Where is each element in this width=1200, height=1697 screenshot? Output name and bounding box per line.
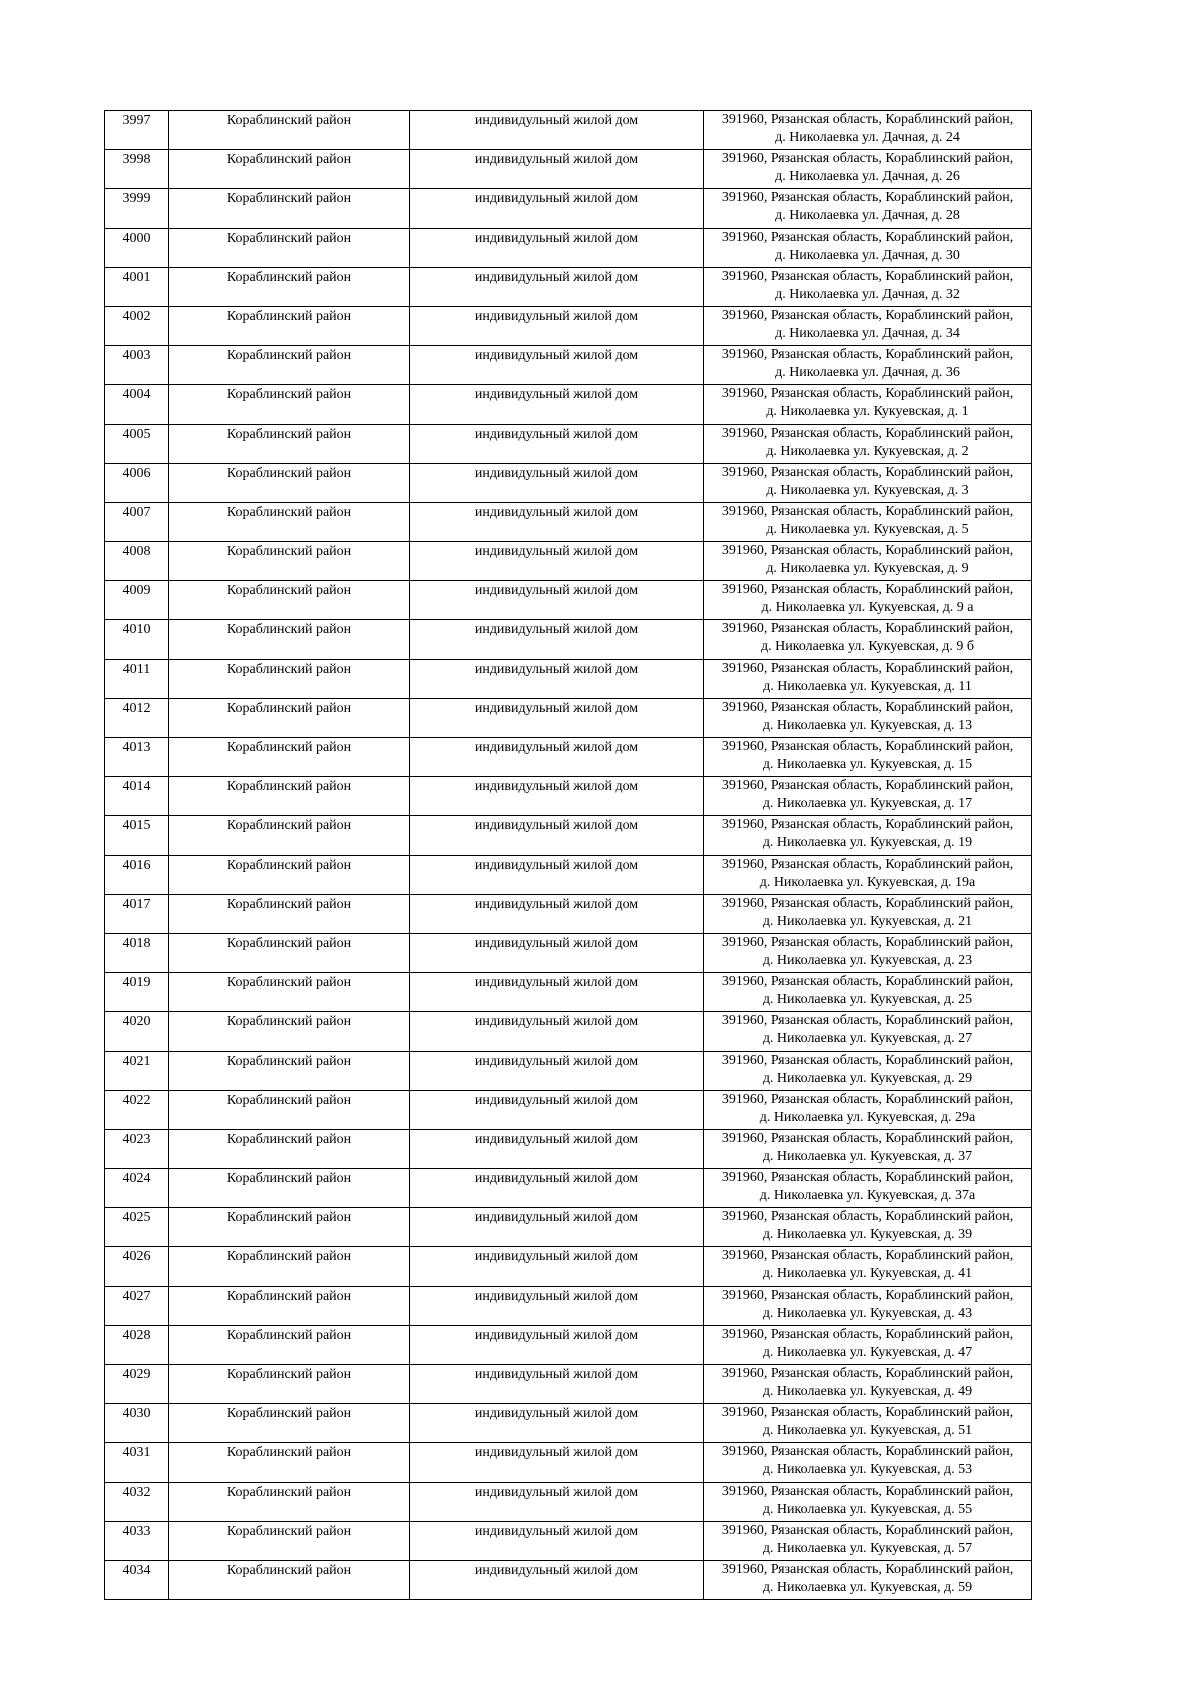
- address-line-street: д. Николаевка ул. Кукуевская, д. 23: [762, 952, 973, 968]
- address-line-street: д. Николаевка ул. Кукуевская, д. 5: [766, 521, 969, 537]
- address-line-region: 391960, Рязанская область, Кораблинский район,: [721, 1326, 1014, 1342]
- address-line-region: 391960, Рязанская область, Кораблинский район,: [721, 1013, 1014, 1029]
- address-line-region: 391960, Рязанская область, Кораблинский район,: [721, 1052, 1014, 1068]
- address-line-street: д. Николаевка ул. Кукуевская, д. 43: [762, 1305, 973, 1321]
- district-cell: Кораблинский район: [169, 1247, 410, 1286]
- address-line-street: д. Николаевка ул. Кукуевская, д. 53: [762, 1462, 973, 1478]
- row-number-cell: 4008: [105, 542, 169, 581]
- table-row: [105, 306, 1032, 345]
- address-line-region: 391960, Рязанская область, Кораблинский район,: [721, 974, 1014, 990]
- table-row: [105, 502, 1032, 541]
- table-row: [105, 385, 1032, 424]
- district-cell: Кораблинский район: [169, 1012, 410, 1051]
- district-cell: Кораблинский район: [169, 738, 410, 777]
- object-type-cell: индивидульный жилой дом: [410, 1482, 704, 1521]
- address-line-region: 391960, Рязанская область, Кораблинский район,: [721, 1130, 1014, 1146]
- address-line-street: д. Николаевка ул. Кукуевская, д. 51: [762, 1423, 973, 1439]
- address-line-region: 391960, Рязанская область, Кораблинский район,: [721, 1405, 1014, 1421]
- address-line-street: д. Николаевка ул. Кукуевская, д. 25: [762, 992, 973, 1008]
- address-line-region: 391960, Рязанская область, Кораблинский район,: [721, 1170, 1014, 1186]
- object-type-cell: индивидульный жилой дом: [410, 1208, 704, 1247]
- district-cell: Кораблинский район: [169, 1208, 410, 1247]
- object-type-cell: индивидульный жилой дом: [410, 267, 704, 306]
- row-number-cell: 3998: [105, 150, 169, 189]
- object-type-cell: индивидульный жилой дом: [410, 1169, 704, 1208]
- address-cell: [704, 111, 1032, 150]
- table-row: [105, 1208, 1032, 1247]
- address-line-street: д. Николаевка ул. Кукуевская, д. 37: [762, 1148, 973, 1164]
- table-row: [105, 1090, 1032, 1129]
- district-cell: Кораблинский район: [169, 816, 410, 855]
- object-type-cell: индивидульный жилой дом: [410, 306, 704, 345]
- object-type-cell: индивидульный жилой дом: [410, 777, 704, 816]
- address-line-region: 391960, Рязанская область, Кораблинский район,: [721, 307, 1014, 323]
- object-type-cell: индивидульный жилой дом: [410, 424, 704, 463]
- address-cell: [704, 1560, 1032, 1599]
- address-line-street: д. Николаевка ул. Кукуевская, д. 55: [762, 1501, 973, 1517]
- row-number-cell: 4022: [105, 1090, 169, 1129]
- object-type-cell: индивидульный жилой дом: [410, 894, 704, 933]
- district-cell: Кораблинский район: [169, 659, 410, 698]
- address-cell: [704, 385, 1032, 424]
- address-line-street: д. Николаевка ул. Кукуевская, д. 11: [763, 678, 972, 694]
- district-cell: Кораблинский район: [169, 111, 410, 150]
- address-line-street: д. Николаевка ул. Кукуевская, д. 41: [762, 1266, 973, 1282]
- object-type-cell: индивидульный жилой дом: [410, 1090, 704, 1129]
- object-type-cell: индивидульный жилой дом: [410, 698, 704, 737]
- district-cell: Кораблинский район: [169, 1286, 410, 1325]
- address-line-street: д. Николаевка ул. Кукуевская, д. 9: [766, 561, 969, 577]
- address-line-region: 391960, Рязанская область, Кораблинский район,: [721, 1209, 1014, 1225]
- district-cell: Кораблинский район: [169, 267, 410, 306]
- row-number-cell: 4021: [105, 1051, 169, 1090]
- table-row: [105, 816, 1032, 855]
- district-cell: Кораблинский район: [169, 1560, 410, 1599]
- row-number-cell: 4000: [105, 228, 169, 267]
- housing-registry-table: [104, 110, 1032, 1600]
- address-cell: [704, 816, 1032, 855]
- address-cell: [704, 581, 1032, 620]
- object-type-cell: индивидульный жилой дом: [410, 189, 704, 228]
- object-type-cell: индивидульный жилой дом: [410, 150, 704, 189]
- address-line-street: д. Николаевка ул. Дачная, д. 26: [775, 169, 960, 185]
- address-line-street: д. Николаевка ул. Дачная, д. 34: [775, 325, 960, 341]
- address-line-street: д. Николаевка ул. Кукуевская, д. 9 а: [761, 600, 974, 616]
- address-line-region: 391960, Рязанская область, Кораблинский район,: [721, 1091, 1014, 1107]
- row-number-cell: 4013: [105, 738, 169, 777]
- address-cell: [704, 973, 1032, 1012]
- address-cell: [704, 346, 1032, 385]
- table-row: [105, 1325, 1032, 1364]
- address-line-street: д. Николаевка ул. Кукуевская, д. 9 б: [761, 639, 974, 655]
- district-cell: Кораблинский район: [169, 894, 410, 933]
- address-line-region: 391960, Рязанская область, Кораблинский район,: [721, 817, 1014, 833]
- district-cell: Кораблинский район: [169, 1169, 410, 1208]
- table-row: [105, 659, 1032, 698]
- district-cell: Кораблинский район: [169, 1129, 410, 1168]
- address-line-region: 391960, Рязанская область, Кораблинский район,: [721, 856, 1014, 872]
- address-line-region: 391960, Рязанская область, Кораблинский район,: [721, 1483, 1014, 1499]
- address-line-street: д. Николаевка ул. Дачная, д. 24: [775, 130, 960, 145]
- address-line-street: д. Николаевка ул. Кукуевская, д. 59: [762, 1579, 973, 1595]
- row-number-cell: 4025: [105, 1208, 169, 1247]
- row-number-cell: 4030: [105, 1404, 169, 1443]
- object-type-cell: индивидульный жилой дом: [410, 620, 704, 659]
- address-line-region: 391960, Рязанская область, Кораблинский район,: [721, 934, 1014, 950]
- object-type-cell: индивидульный жилой дом: [410, 581, 704, 620]
- address-line-street: д. Николаевка ул. Дачная, д. 36: [775, 365, 960, 381]
- address-cell: [704, 894, 1032, 933]
- address-line-region: 391960, Рязанская область, Кораблинский район,: [721, 739, 1014, 754]
- address-line-region: 391960, Рязанская область, Кораблинский район,: [721, 1287, 1014, 1303]
- object-type-cell: индивидульный жилой дом: [410, 1247, 704, 1286]
- district-cell: Кораблинский район: [169, 777, 410, 816]
- table-row: [105, 894, 1032, 933]
- address-line-street: д. Николаевка ул. Кукуевская, д. 19: [762, 835, 973, 851]
- address-cell: [704, 1286, 1032, 1325]
- address-line-street: д. Николаевка ул. Кукуевская, д. 57: [762, 1540, 973, 1556]
- address-line-street: д. Николаевка ул. Кукуевская, д. 37а: [759, 1188, 976, 1204]
- address-cell: [704, 659, 1032, 698]
- row-number-cell: 4016: [105, 855, 169, 894]
- address-cell: [704, 424, 1032, 463]
- table-row: [105, 1286, 1032, 1325]
- address-line-region: 391960, Рязанская область, Кораблинский район,: [721, 582, 1014, 598]
- address-cell: [704, 1169, 1032, 1208]
- address-line-street: д. Николаевка ул. Дачная, д. 28: [775, 208, 960, 224]
- table-row: [105, 1482, 1032, 1521]
- address-line-region: 391960, Рязанская область, Кораблинский район,: [721, 1248, 1014, 1264]
- table-row: [105, 111, 1032, 150]
- address-line-region: 391960, Рязанская область, Кораблинский район,: [721, 543, 1014, 559]
- object-type-cell: индивидульный жилой дом: [410, 1404, 704, 1443]
- address-cell: [704, 542, 1032, 581]
- district-cell: Кораблинский район: [169, 1090, 410, 1129]
- table-row: [105, 1365, 1032, 1404]
- row-number-cell: 4001: [105, 267, 169, 306]
- district-cell: Кораблинский район: [169, 502, 410, 541]
- row-number-cell: 4011: [105, 659, 169, 698]
- district-cell: Кораблинский район: [169, 581, 410, 620]
- object-type-cell: индивидульный жилой дом: [410, 463, 704, 502]
- table-row: [105, 150, 1032, 189]
- table-row: [105, 424, 1032, 463]
- row-number-cell: 4004: [105, 385, 169, 424]
- address-cell: [704, 189, 1032, 228]
- address-line-street: д. Николаевка ул. Дачная, д. 30: [775, 247, 960, 263]
- row-number-cell: 3999: [105, 189, 169, 228]
- address-line-region: 391960, Рязанская область, Кораблинский район,: [721, 268, 1014, 284]
- object-type-cell: индивидульный жилой дом: [410, 1365, 704, 1404]
- row-number-cell: 4029: [105, 1365, 169, 1404]
- address-cell: [704, 1443, 1032, 1482]
- table-row: [105, 1521, 1032, 1560]
- row-number-cell: 4034: [105, 1560, 169, 1599]
- address-line-region: 391960, Рязанская область, Кораблинский район,: [721, 1444, 1014, 1460]
- table-row: [105, 933, 1032, 972]
- table-row: [105, 855, 1032, 894]
- district-cell: Кораблинский район: [169, 228, 410, 267]
- address-line-street: д. Николаевка ул. Дачная, д. 32: [775, 286, 960, 302]
- district-cell: Кораблинский район: [169, 1482, 410, 1521]
- object-type-cell: индивидульный жилой дом: [410, 385, 704, 424]
- table-row: [105, 542, 1032, 581]
- address-line-region: 391960, Рязанская область, Кораблинский район,: [721, 660, 1014, 676]
- address-line-street: д. Николаевка ул. Кукуевская, д. 29а: [759, 1109, 976, 1125]
- row-number-cell: 4017: [105, 894, 169, 933]
- object-type-cell: индивидульный жилой дом: [410, 1443, 704, 1482]
- address-cell: [704, 228, 1032, 267]
- address-line-street: д. Николаевка ул. Кукуевская, д. 3: [766, 482, 969, 498]
- address-line-region: 391960, Рязанская область, Кораблинский район,: [721, 895, 1014, 911]
- district-cell: Кораблинский район: [169, 855, 410, 894]
- address-line-region: 391960, Рязанская область, Кораблинский район,: [721, 1522, 1014, 1538]
- row-number-cell: 4019: [105, 973, 169, 1012]
- district-cell: Кораблинский район: [169, 933, 410, 972]
- object-type-cell: индивидульный жилой дом: [410, 738, 704, 777]
- table-row: [105, 973, 1032, 1012]
- row-number-cell: 4020: [105, 1012, 169, 1051]
- address-line-region: 391960, Рязанская область, Кораблинский район,: [721, 1366, 1014, 1381]
- object-type-cell: индивидульный жилой дом: [410, 659, 704, 698]
- row-number-cell: 4003: [105, 346, 169, 385]
- address-line-street: д. Николаевка ул. Кукуевская, д. 47: [762, 1344, 973, 1360]
- row-number-cell: 4028: [105, 1325, 169, 1364]
- address-cell: [704, 1129, 1032, 1168]
- address-line-region: 391960, Рязанская область, Кораблинский район,: [721, 112, 1014, 127]
- row-number-cell: 4026: [105, 1247, 169, 1286]
- address-cell: [704, 738, 1032, 777]
- district-cell: Кораблинский район: [169, 1365, 410, 1404]
- row-number-cell: 4032: [105, 1482, 169, 1521]
- object-type-cell: индивидульный жилой дом: [410, 973, 704, 1012]
- object-type-cell: индивидульный жилой дом: [410, 111, 704, 150]
- object-type-cell: индивидульный жилой дом: [410, 1051, 704, 1090]
- district-cell: Кораблинский район: [169, 1521, 410, 1560]
- district-cell: Кораблинский район: [169, 189, 410, 228]
- address-cell: [704, 933, 1032, 972]
- address-cell: [704, 1325, 1032, 1364]
- row-number-cell: 4005: [105, 424, 169, 463]
- district-cell: Кораблинский район: [169, 346, 410, 385]
- row-number-cell: 4006: [105, 463, 169, 502]
- row-number-cell: 4010: [105, 620, 169, 659]
- address-line-street: д. Николаевка ул. Кукуевская, д. 19а: [759, 874, 976, 890]
- address-cell: [704, 267, 1032, 306]
- row-number-cell: 4024: [105, 1169, 169, 1208]
- address-cell: [704, 1365, 1032, 1404]
- address-cell: [704, 1208, 1032, 1247]
- row-number-cell: 4007: [105, 502, 169, 541]
- district-cell: Кораблинский район: [169, 1404, 410, 1443]
- address-line-region: 391960, Рязанская область, Кораблинский район,: [721, 347, 1014, 363]
- table-row: [105, 189, 1032, 228]
- address-line-region: 391960, Рязанская область, Кораблинский район,: [721, 151, 1014, 167]
- address-cell: [704, 1012, 1032, 1051]
- address-line-street: д. Николаевка ул. Кукуевская, д. 27: [762, 1031, 973, 1047]
- address-line-region: 391960, Рязанская область, Кораблинский район,: [721, 464, 1014, 480]
- row-number-cell: 4002: [105, 306, 169, 345]
- object-type-cell: индивидульный жилой дом: [410, 855, 704, 894]
- object-type-cell: индивидульный жилой дом: [410, 346, 704, 385]
- table-row: [105, 1169, 1032, 1208]
- address-cell: [704, 502, 1032, 541]
- address-cell: [704, 1482, 1032, 1521]
- district-cell: Кораблинский район: [169, 463, 410, 502]
- district-cell: Кораблинский район: [169, 150, 410, 189]
- address-line-street: д. Николаевка ул. Кукуевская, д. 1: [766, 404, 969, 420]
- row-number-cell: 3997: [105, 111, 169, 150]
- registry-table-body: [105, 111, 1032, 1600]
- object-type-cell: индивидульный жилой дом: [410, 1012, 704, 1051]
- district-cell: Кораблинский район: [169, 1325, 410, 1364]
- address-cell: [704, 1090, 1032, 1129]
- address-cell: [704, 855, 1032, 894]
- table-row: [105, 1051, 1032, 1090]
- table-row: [105, 1012, 1032, 1051]
- table-row: [105, 1404, 1032, 1443]
- district-cell: Кораблинский район: [169, 1051, 410, 1090]
- row-number-cell: 4023: [105, 1129, 169, 1168]
- address-line-region: 391960, Рязанская область, Кораблинский район,: [721, 190, 1014, 206]
- address-cell: [704, 1521, 1032, 1560]
- table-row: [105, 228, 1032, 267]
- table-row: [105, 1443, 1032, 1482]
- address-line-region: 391960, Рязанская область, Кораблинский район,: [721, 778, 1014, 794]
- table-row: [105, 738, 1032, 777]
- row-number-cell: 4012: [105, 698, 169, 737]
- object-type-cell: индивидульный жилой дом: [410, 1325, 704, 1364]
- district-cell: Кораблинский район: [169, 698, 410, 737]
- address-line-region: 391960, Рязанская область, Кораблинский район,: [721, 425, 1014, 441]
- table-row: [105, 620, 1032, 659]
- district-cell: Кораблинский район: [169, 542, 410, 581]
- row-number-cell: 4033: [105, 1521, 169, 1560]
- address-line-region: 391960, Рязанская область, Кораблинский район,: [721, 229, 1014, 245]
- address-line-region: 391960, Рязанская область, Кораблинский район,: [721, 503, 1014, 519]
- district-cell: Кораблинский район: [169, 306, 410, 345]
- object-type-cell: индивидульный жилой дом: [410, 502, 704, 541]
- row-number-cell: 4009: [105, 581, 169, 620]
- table-row: [105, 1560, 1032, 1599]
- row-number-cell: 4027: [105, 1286, 169, 1325]
- row-number-cell: 4031: [105, 1443, 169, 1482]
- address-cell: [704, 463, 1032, 502]
- address-line-region: 391960, Рязанская область, Кораблинский район,: [721, 699, 1014, 715]
- address-cell: [704, 150, 1032, 189]
- table-row: [105, 346, 1032, 385]
- address-line-street: д. Николаевка ул. Кукуевская, д. 15: [762, 757, 973, 772]
- object-type-cell: индивидульный жилой дом: [410, 1129, 704, 1168]
- table-row: [105, 267, 1032, 306]
- address-line-street: д. Николаевка ул. Кукуевская, д. 39: [762, 1227, 973, 1243]
- address-cell: [704, 620, 1032, 659]
- address-cell: [704, 306, 1032, 345]
- address-line-street: д. Николаевка ул. Кукуевская, д. 17: [762, 796, 973, 812]
- row-number-cell: 4015: [105, 816, 169, 855]
- address-cell: [704, 1051, 1032, 1090]
- object-type-cell: индивидульный жилой дом: [410, 542, 704, 581]
- table-row: [105, 1247, 1032, 1286]
- table-row: [105, 1129, 1032, 1168]
- object-type-cell: индивидульный жилой дом: [410, 933, 704, 972]
- row-number-cell: 4018: [105, 933, 169, 972]
- object-type-cell: индивидульный жилой дом: [410, 816, 704, 855]
- address-cell: [704, 777, 1032, 816]
- address-line-street: д. Николаевка ул. Кукуевская, д. 2: [766, 443, 969, 459]
- address-line-region: 391960, Рязанская область, Кораблинский район,: [721, 1561, 1014, 1577]
- object-type-cell: индивидульный жилой дом: [410, 228, 704, 267]
- district-cell: Кораблинский район: [169, 385, 410, 424]
- address-line-region: 391960, Рязанская область, Кораблинский район,: [721, 621, 1014, 637]
- object-type-cell: индивидульный жилой дом: [410, 1286, 704, 1325]
- address-line-street: д. Николаевка ул. Кукуевская, д. 49: [762, 1384, 973, 1399]
- address-cell: [704, 698, 1032, 737]
- district-cell: Кораблинский район: [169, 973, 410, 1012]
- address-line-region: 391960, Рязанская область, Кораблинский район,: [721, 386, 1014, 402]
- address-cell: [704, 1247, 1032, 1286]
- address-line-street: д. Николаевка ул. Кукуевская, д. 13: [762, 717, 973, 733]
- table-row: [105, 698, 1032, 737]
- address-line-street: д. Николаевка ул. Кукуевская, д. 29: [762, 1070, 973, 1086]
- address-line-street: д. Николаевка ул. Кукуевская, д. 21: [762, 913, 973, 929]
- object-type-cell: индивидульный жилой дом: [410, 1560, 704, 1599]
- table-row: [105, 463, 1032, 502]
- object-type-cell: индивидульный жилой дом: [410, 1521, 704, 1560]
- row-number-cell: 4014: [105, 777, 169, 816]
- district-cell: Кораблинский район: [169, 1443, 410, 1482]
- district-cell: Кораблинский район: [169, 620, 410, 659]
- table-row: [105, 777, 1032, 816]
- address-cell: [704, 1404, 1032, 1443]
- table-row: [105, 581, 1032, 620]
- district-cell: Кораблинский район: [169, 424, 410, 463]
